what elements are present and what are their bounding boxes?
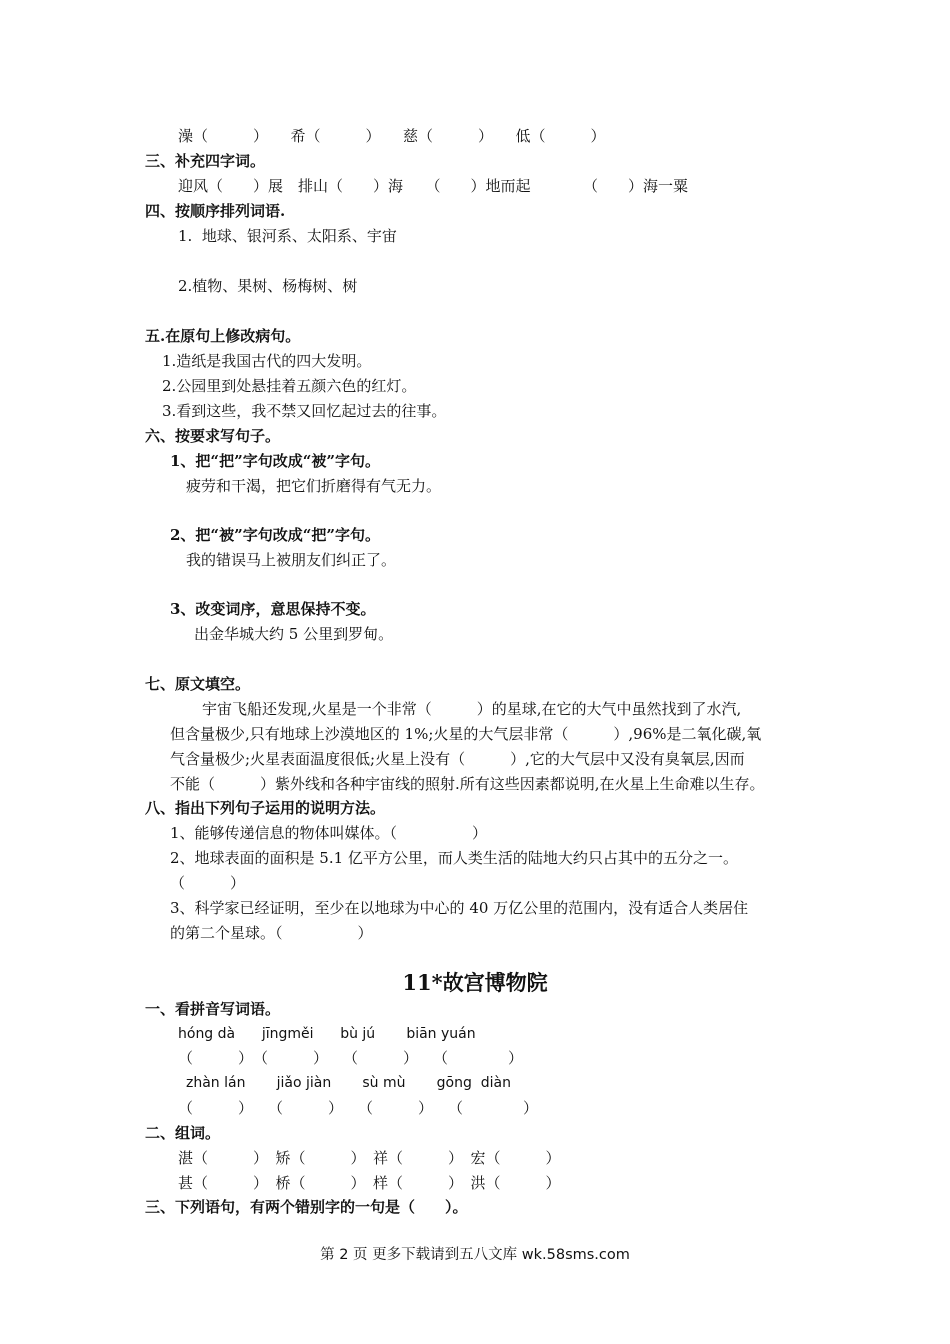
text-line: 疲劳和干渴，把它们折磨得有气无力。 xyxy=(186,477,442,495)
section-heading: 六、按要求写句子。 xyxy=(145,427,281,445)
section-heading: 三、下列语句，有两个错别字的一句是（ ）。 xyxy=(145,1198,468,1216)
text-line: 澡（ ） 希（ ） 慈（ ） 低（ ） xyxy=(178,127,606,145)
text-line: 我的错误马上被朋友们纠正了。 xyxy=(186,551,397,569)
text-line: 甚（ ） 桥（ ） 样（ ） 洪（ ） xyxy=(178,1174,561,1192)
text-line: 3、科学家已经证明，至少在以地球为中心的 40 万亿公里的范围内，没有适合人类居住 xyxy=(170,899,749,917)
text-line: 出金华城大约 5 公里到罗甸。 xyxy=(194,625,394,643)
text-line: 但含量极少,只有地球上沙漠地区的 1%;火星的大气层非常（ ）,96%是二氧化碳,氧 xyxy=(170,725,762,743)
text-line: 2、地球表面的面积是 5.1 亿平方公里，而人类生活的陆地大约只占其中的五分之一。 xyxy=(170,849,738,867)
sub-heading: 1、把“把”字句改成“被”字句。 xyxy=(170,452,380,470)
text-line: 3.看到这些，我不禁又回忆起过去的往事。 xyxy=(162,402,447,420)
text-line: 1.造纸是我国古代的四大发明。 xyxy=(162,352,372,370)
section-heading: 一、看拼音写词语。 xyxy=(145,1000,281,1018)
pinyin-line: zhàn lán jiǎo jiàn sù mù gōng diàn xyxy=(186,1075,511,1091)
text-line: 宇宙飞船还发现,火星是一个非常（ ）的星球,在它的大气中虽然找到了水汽, xyxy=(202,700,742,718)
text-line: 的第二个星球。（ ） xyxy=(170,924,373,942)
section-heading: 五.在原句上修改病句。 xyxy=(145,327,301,345)
sub-heading: 3、改变词序，意思保持不变。 xyxy=(170,600,376,618)
page-footer: 第 2 页 更多下载请到五八文库 wk.58sms.com xyxy=(320,1247,630,1263)
text-line: 1、能够传递信息的物体叫媒体。（ ） xyxy=(170,824,488,842)
text-line: 2.公园里到处悬挂着五颜六色的红灯。 xyxy=(162,377,417,395)
text-line: 1. 地球、银河系、太阳系、宇宙 xyxy=(178,227,397,245)
section-heading: 二、组词。 xyxy=(145,1124,221,1142)
pinyin-line: hóng dà jīngměi bù jú biān yuán xyxy=(178,1026,476,1042)
answer-brackets: （ ） （ ） （ ） （ ） xyxy=(178,1049,524,1067)
section-heading: 三、补充四字词。 xyxy=(145,152,266,170)
answer-brackets: （ ） （ ） （ ） （ ） xyxy=(178,1099,539,1117)
text-line: 气含量极少;火星表面温度很低;火星上没有（ ）,它的大气层中又没有臭氧层,因而 xyxy=(170,750,745,768)
section-heading: 八、指出下列句子运用的说明方法。 xyxy=(145,799,386,817)
lesson-title: 11*故宫博物院 xyxy=(402,970,548,995)
text-line: （ ） xyxy=(170,874,246,892)
section-heading: 七、原文填空。 xyxy=(145,675,251,693)
text-line: 2.植物、果树、杨梅树、树 xyxy=(178,277,358,295)
text-line: 迎风（ ）展 排山（ ）海 （ ）地而起 （ ）海一粟 xyxy=(178,177,689,195)
text-line: 不能（ ）紫外线和各种宇宙线的照射.所有这些因素都说明,在火星上生命难以生存。 xyxy=(170,775,765,793)
sub-heading: 2、把“被”字句改成“把”字句。 xyxy=(170,526,380,544)
section-heading: 四、按顺序排列词语. xyxy=(145,202,286,220)
text-line: 湛（ ） 矫（ ） 祥（ ） 宏（ ） xyxy=(178,1149,561,1167)
